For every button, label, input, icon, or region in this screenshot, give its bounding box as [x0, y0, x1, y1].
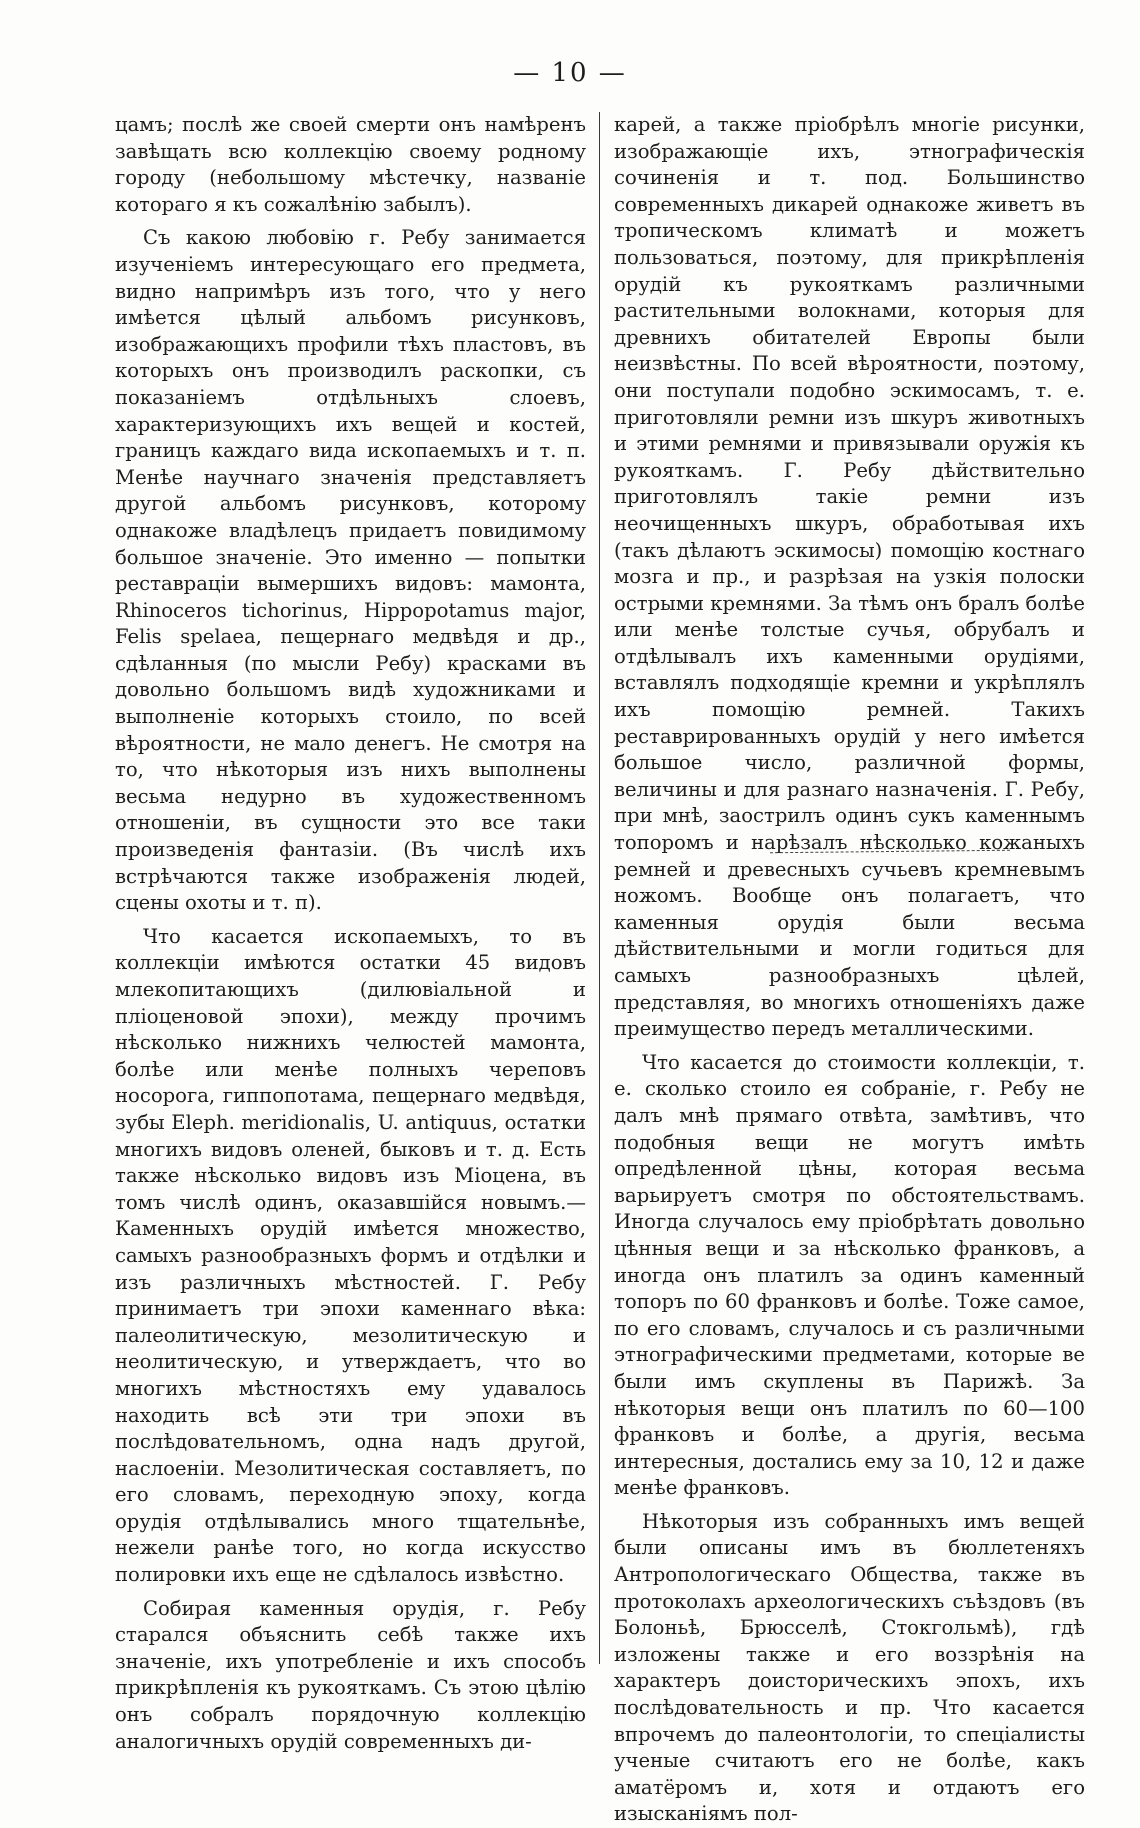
page-number: — 10 —: [513, 58, 627, 88]
paragraph: Нѣкоторыя изъ собранныхъ имъ вещей были описаны имъ въ бюллетеняхъ Антропологическаго Общества, также въ протоколахъ археологическихъ съѣздовъ (въ Болоньѣ, Брюсселѣ, Стокгольмѣ), гдѣ изложены также и его воззрѣнія на характеръ доисторическихъ эпохъ, ихъ послѣдовательность и пр. Что касается впрочемъ до палеонтологіи, то спеціалисты ученые считаютъ его не болѣе, какъ аматёромъ и, хотя и отдаютъ его изысканіямъ пол-: [614, 1509, 1085, 1826]
left-column: [115, 112, 586, 1755]
paragraph: цамъ; послѣ же своей смерти онъ намѣренъ завѣщать всю коллекцію своему родному городу (небольшому мѣстечку, названіе котораго я къ сожалѣнію забылъ).: [115, 113, 586, 216]
paragraph: карей, а также пріобрѣлъ многіе рисунки, изображающіе ихъ, этнографическія сочиненія и т. под. Большинство современныхъ дикарей однакоже живетъ въ тропическомъ климатѣ и можетъ пользоваться, поэтому, для прикрѣпленія орудій къ рукояткамъ различными растительными волокнами, которыя для древнихъ обитателей Европы были неизвѣстны. По всей вѣроятности, поэтому, они поступали подобно эскимосамъ, т. е. приготовляли ремни изъ шкуръ животныхъ и этими ремнями и привязывали оружія къ рукояткамъ. Г. Ребу дѣйствительно приготовлялъ такіе ремни изъ неочищенныхъ шкуръ, обработывая ихъ (такъ дѣлаютъ эскимосы) помощію костнаго мозга и пр., и разрѣзая на узкія полоски острыми кремнями. За тѣмъ онъ бралъ болѣе или менѣе толстые сучья, обрубалъ и отдѣлывалъ ихъ каменными орудіями, вставлялъ подходящіе кремни и укрѣплялъ ихъ помощію ремней. Такихъ реставрированныхъ орудій у него имѣется большое число, различной формы, величины и для разнаго назначенія. Г. Ребу, при мнѣ, заострилъ одинъ сукъ каменнымъ топоромъ и нарѣзалъ нѣсколько кожаныхъ ремней и древесныхъ сучьевъ кремневымъ ножомъ. Вообще онъ полагаетъ, что каменныя орудія были весьма дѣйствительными и могли годиться для самыхъ разнообразныхъ цѣлей, представляя, во многихъ отношеніяхъ даже преимущество передъ металлическими.: [614, 113, 1085, 1041]
paragraph: Собирая каменныя орудія, г. Ребу старался объяснить себѣ также ихъ значеніе, ихъ употребленіе и ихъ способъ прикрѣпленія къ рукояткамъ. Съ этою цѣлію онъ собралъ порядочную коллекцію аналогичныхъ орудій современныхъ ди-: [115, 1596, 586, 1753]
paragraph: Что касается до стоимости коллекціи, т. е. сколько стоило ея собраніе, г. Ребу не далъ мнѣ прямаго отвѣта, замѣтивъ, что подобныя вещи не могутъ имѣть опредѣленной цѣны, которая весьма варьируетъ смотря по обстоятельствамъ. Иногда случалось ему пріобрѣтать довольно цѣнныя вещи и за нѣсколько франковъ, а иногда онъ платилъ за одинъ каменный топоръ по 60 франковъ и болѣе. Тоже самое, по его словамъ, случалось и съ различными этнографическими предметами, которые ве были имъ скуплены въ Парижѣ. За нѣкоторыя вещи онъ платилъ по 60—100 франковъ и болѣе, а другія, весьма интересныя, достались ему за 10, 12 и даже менѣе франковъ.: [614, 1050, 1085, 1500]
paragraph: Съ какою любовію г. Ребу занимается изученіемъ интересующаго его предмета, видно напримѣръ изъ того, что у него имѣется цѣлый альбомъ рисунковъ, изображающихъ профили тѣхъ пластовъ, въ которыхъ онъ производилъ раскопки, съ показаніемъ отдѣльныхъ слоевъ, характеризующихъ ихъ вещей и костей, границъ каждаго вида ископаемыхъ и т. п. Менѣе научнаго значенія представляетъ другой альбомъ рисунковъ, которому однакоже владѣлецъ придаетъ повидимому большое значеніе. Это именно — попытки реставраціи вымершихъ видовъ: мамонта, Rhinoceros tichorinus, Hippopotamus major, Felis spelaea, пещернаго медвѣдя и др., сдѣланныя (по мысли Ребу) красками въ довольно большомъ видѣ художниками и выполненіе которыхъ стоило, по всей вѣроятности, не мало денегъ. Не смотря на то, что нѣкоторыя изъ нихъ выполнены весьма недурно въ художественномъ отношеніи, въ сущности это все таки произведенія фантазіи. (Въ числѣ ихъ встрѣчаются также изображенія людей, сцены охоты и т. п).: [115, 226, 586, 915]
right-column: [614, 112, 1085, 1828]
paragraph: Что касается ископаемыхъ, то въ коллекціи имѣются остатки 45 видовъ млекопитающихъ (дилювіальной и пліоценовой эпохи), между прочимъ нѣсколько нижнихъ челюстей мамонта, болѣе или менѣе полныхъ череповъ носорога, гиппопотама, пещернаго медвѣдя, зубы Eleph. meridionalis, U. antiquus, остатки многихъ видовъ оленей, быковъ и т. д. Есть также нѣсколько видовъ изъ Міоцена, въ томъ числѣ одинъ, оказавшійся новымъ.— Каменныхъ орудій имѣется множество, самыхъ разнообразныхъ формъ и отдѣлки и изъ различныхъ мѣстностей. Г. Ребу принимаетъ три эпохи каменнаго вѣка: палеолитическую, мезолитическую и неолитическую, и утверждаетъ, что во многихъ мѣстностяхъ ему удавалось находить всѣ эти три эпохи въ послѣдовательномъ, одна надъ другой, наслоеніи. Мезолитическая составляетъ, по его словамъ, переходную эпоху, когда орудія отдѣлывались много тщательнѣе, нежели ранѣе того, но когда искусство полировки ихъ еще не сдѣлалось извѣстно.: [115, 924, 586, 1587]
column-divider: [599, 112, 600, 1664]
